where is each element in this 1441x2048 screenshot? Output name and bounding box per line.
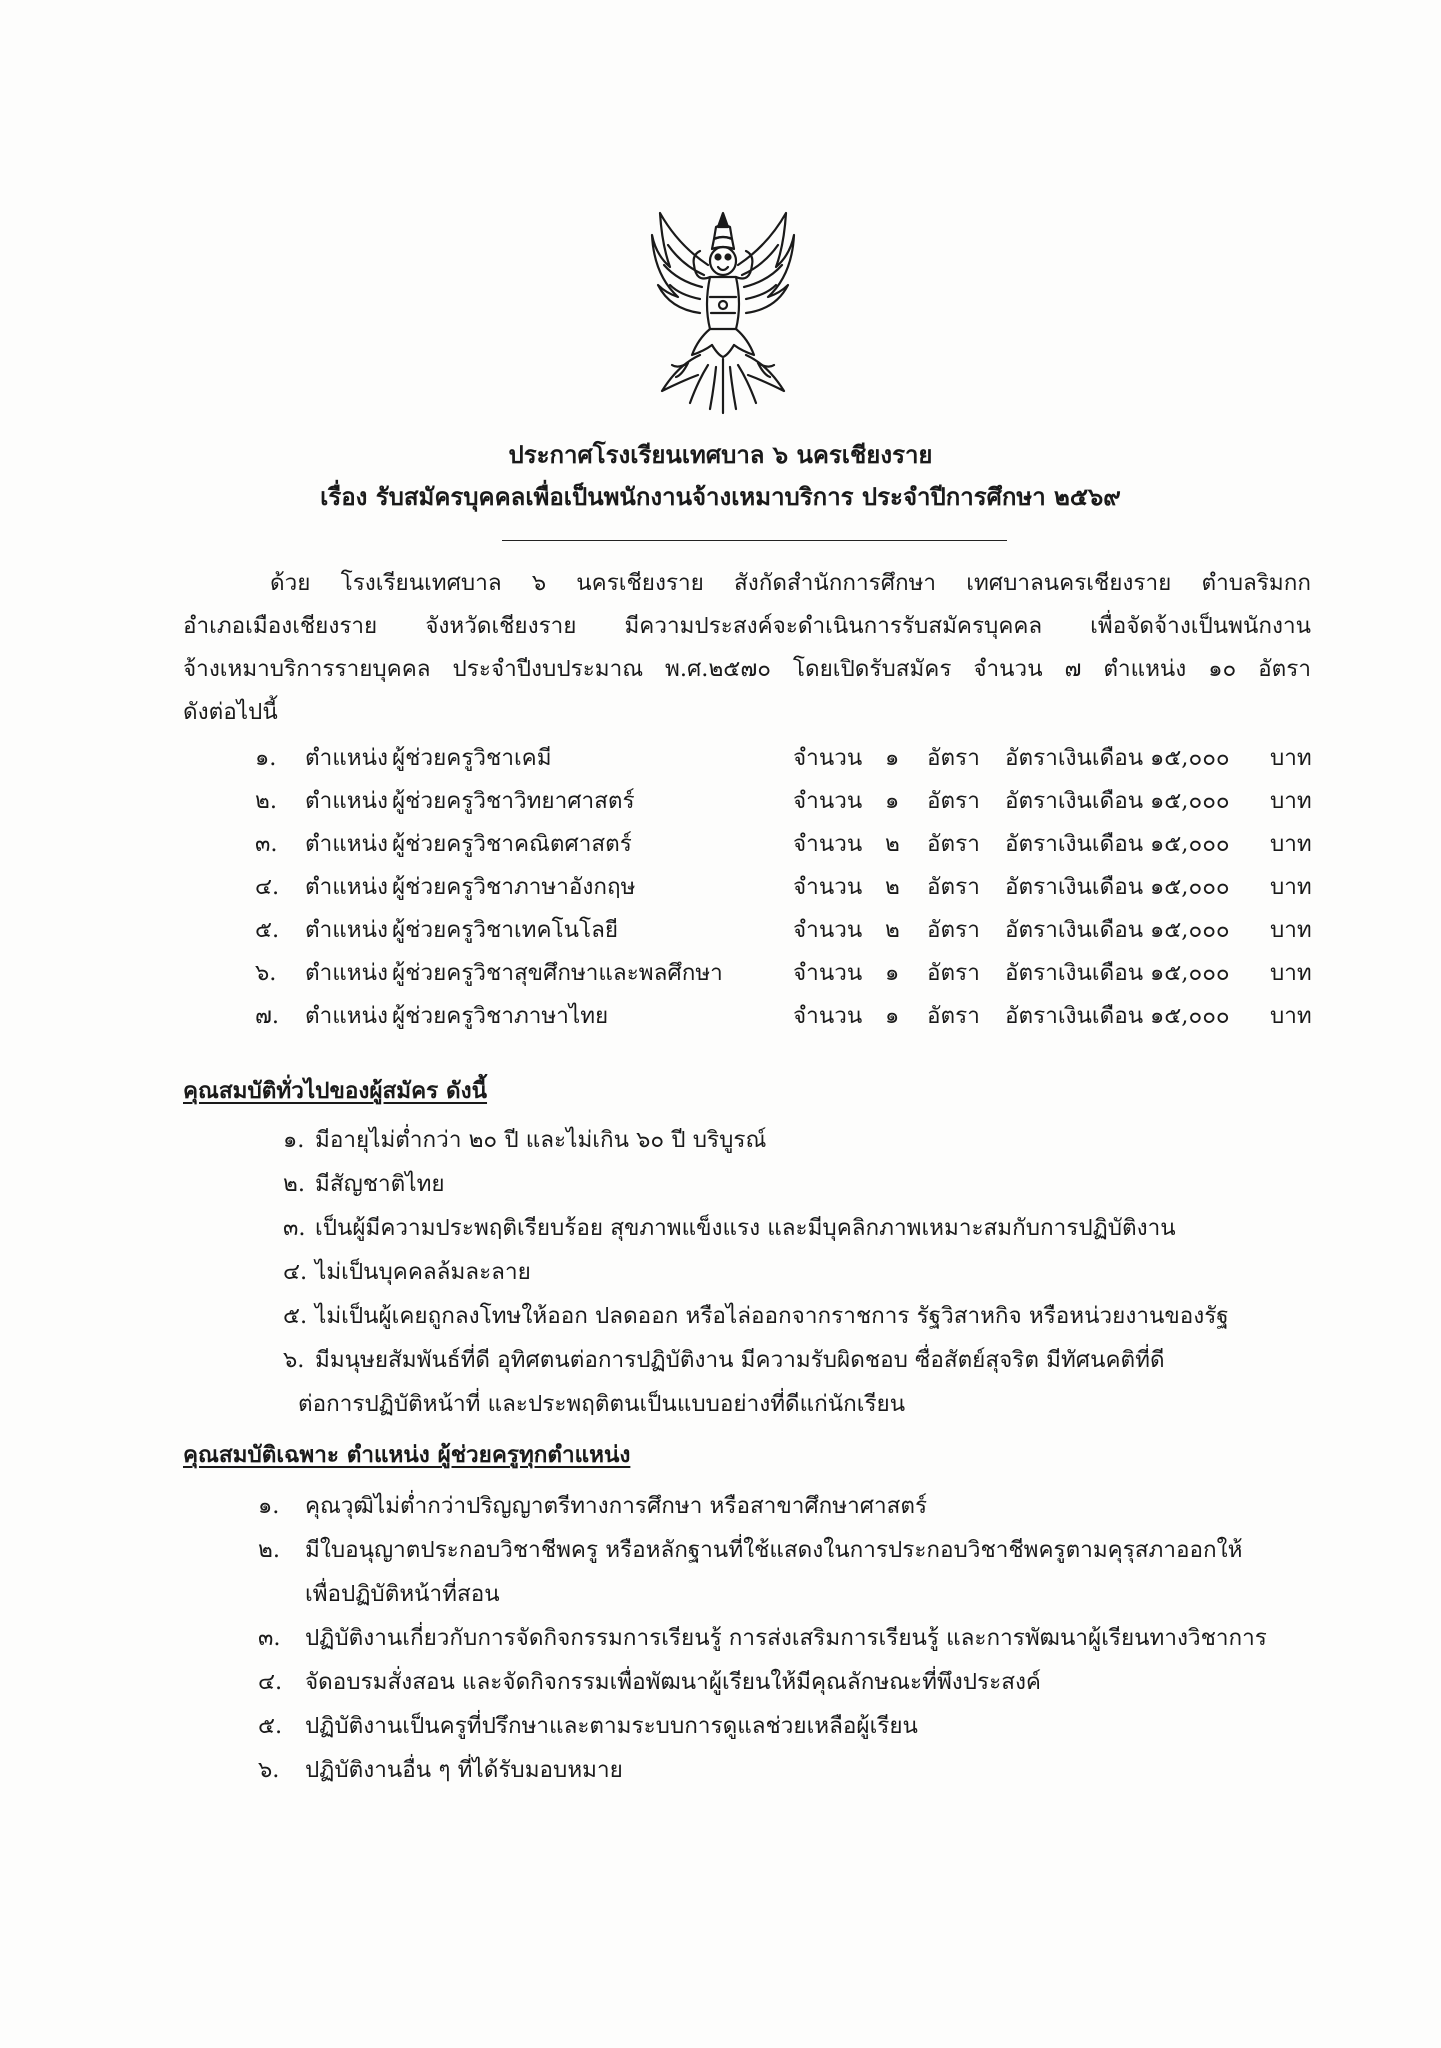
position-name: ผู้ช่วยครูวิชาภาษาอังกฤษ xyxy=(392,874,636,900)
position-count: ๒ xyxy=(885,831,900,857)
item-number: ๔. xyxy=(258,1669,283,1695)
position-row xyxy=(255,823,1315,866)
position-salary: ๑๕,๐๐๐ xyxy=(1150,917,1230,943)
position-salary: ๑๕,๐๐๐ xyxy=(1150,831,1230,857)
position-unit: อัตรา xyxy=(927,831,980,857)
position-word: ตำแหน่ง xyxy=(305,1003,388,1029)
list-item xyxy=(258,1704,918,1748)
position-row xyxy=(255,909,1315,952)
position-name: ผู้ช่วยครูวิชาภาษาไทย xyxy=(392,1003,609,1029)
list-item xyxy=(283,1206,1176,1250)
item-number: ๒. xyxy=(283,1171,305,1197)
position-count-label: จำนวน xyxy=(793,917,863,943)
position-count-label: จำนวน xyxy=(793,874,863,900)
item-text: คุณวุฒิไม่ต่ำกว่าปริญญาตรีทางการศึกษา หรือสาขาศึกษาศาสตร์ xyxy=(305,1493,928,1519)
item-number: ๓. xyxy=(283,1215,306,1241)
position-currency: บาท xyxy=(1270,1003,1312,1029)
position-unit: อัตรา xyxy=(927,917,980,943)
list-item xyxy=(258,1528,1243,1572)
position-word: ตำแหน่ง xyxy=(305,917,388,943)
intro-line: จ้างเหมาบริการรายบุคคล ประจำปีงบประมาณ พ.ศ.๒๕๗๐ โดยเปิดรับสมัคร จำนวน ๗ ตำแหน่ง ๑๐ อัตรา xyxy=(183,656,1311,682)
item-text: มีมนุษยสัมพันธ์ที่ดี อุทิศตนต่อการปฏิบัติงาน มีความรับผิดชอบ ซื่อสัตย์สุจริต มีทัศนคติที่ดี xyxy=(315,1347,1165,1373)
position-unit: อัตรา xyxy=(927,788,980,814)
position-number: ๔. xyxy=(255,874,280,900)
intro-line: อำเภอเมืองเชียงราย จังหวัดเชียงราย มีความประสงค์จะดำเนินการรับสมัครบุคคล เพื่อจัดจ้างเป็นพนักงาน xyxy=(183,613,1311,639)
item-number: ๕. xyxy=(258,1713,283,1739)
intro-line: ด้วย โรงเรียนเทศบาล ๖ นครเชียงราย สังกัดสำนักการศึกษา เทศบาลนครเชียงราย ตำบลริมกก xyxy=(270,570,1311,596)
position-count: ๑ xyxy=(885,1003,900,1029)
position-count: ๑ xyxy=(885,788,900,814)
list-item xyxy=(258,1616,1267,1660)
position-salary: ๑๕,๐๐๐ xyxy=(1150,788,1230,814)
position-currency: บาท xyxy=(1270,960,1312,986)
list-item xyxy=(258,1484,928,1528)
item-text: มีสัญชาติไทย xyxy=(315,1171,445,1197)
list-item xyxy=(283,1338,1165,1382)
intro-line: ดังต่อไปนี้ xyxy=(183,699,278,725)
item-number: ๓. xyxy=(258,1625,281,1651)
position-salary-label: อัตราเงินเดือน xyxy=(1005,960,1144,986)
list-item-continuation: ต่อการปฏิบัติหน้าที่ และประพฤติตนเป็นแบบอย่างที่ดีแก่นักเรียน xyxy=(298,1391,906,1417)
position-count-label: จำนวน xyxy=(793,788,863,814)
specific-qualifications-heading: คุณสมบัติเฉพาะ ตำแหน่ง ผู้ช่วยครูทุกตำแหน่ง xyxy=(183,1442,631,1468)
item-text: ปฏิบัติงานอื่น ๆ ที่ได้รับมอบหมาย xyxy=(305,1757,623,1783)
position-count: ๒ xyxy=(885,874,900,900)
position-salary-label: อัตราเงินเดือน xyxy=(1005,831,1144,857)
item-number: ๑. xyxy=(258,1493,280,1519)
item-number: ๕. xyxy=(283,1303,308,1329)
position-count-label: จำนวน xyxy=(793,960,863,986)
item-number: ๑. xyxy=(283,1127,305,1153)
position-word: ตำแหน่ง xyxy=(305,831,388,857)
position-row xyxy=(255,995,1315,1038)
item-text: ปฏิบัติงานเป็นครูที่ปรึกษาและตามระบบการดูแลช่วยเหลือผู้เรียน xyxy=(305,1713,918,1739)
position-salary-label: อัตราเงินเดือน xyxy=(1005,917,1144,943)
title-divider xyxy=(502,540,1007,541)
list-item xyxy=(283,1250,905,1294)
item-text: ปฏิบัติงานเกี่ยวกับการจัดกิจกรรมการเรียนรู้ การส่งเสริมการเรียนรู้ และการพัฒนาผู้เรียนทางวิชาการ xyxy=(305,1625,1267,1651)
position-unit: อัตรา xyxy=(927,960,980,986)
item-text: จัดอบรมสั่งสอน และจัดกิจกรรมเพื่อพัฒนาผู้เรียนให้มีคุณลักษณะที่พึงประสงค์ xyxy=(305,1669,1041,1695)
position-salary-label: อัตราเงินเดือน xyxy=(1005,745,1144,771)
position-word: ตำแหน่ง xyxy=(305,960,388,986)
position-salary: ๑๕,๐๐๐ xyxy=(1150,745,1230,771)
garuda-emblem-icon xyxy=(648,205,798,417)
position-number: ๓. xyxy=(255,831,278,857)
position-unit: อัตรา xyxy=(927,745,980,771)
position-salary: ๑๕,๐๐๐ xyxy=(1150,874,1230,900)
position-salary-label: อัตราเงินเดือน xyxy=(1005,874,1144,900)
position-count-label: จำนวน xyxy=(793,1003,863,1029)
list-item xyxy=(283,1162,905,1206)
position-name: ผู้ช่วยครูวิชาเทคโนโลยี xyxy=(392,917,619,943)
position-count: ๑ xyxy=(885,960,900,986)
list-item xyxy=(283,1294,1229,1338)
position-salary-label: อัตราเงินเดือน xyxy=(1005,1003,1144,1029)
position-word: ตำแหน่ง xyxy=(305,745,388,771)
item-number: ๔. xyxy=(283,1259,308,1285)
item-text: ไม่เป็นบุคคลล้มละลาย xyxy=(315,1259,531,1285)
position-number: ๑. xyxy=(255,745,277,771)
position-name: ผู้ช่วยครูวิชาวิทยาศาสตร์ xyxy=(392,788,635,814)
announcement-title: ประกาศโรงเรียนเทศบาล ๖ นครเชียงราย xyxy=(508,440,933,469)
position-count: ๒ xyxy=(885,917,900,943)
list-item xyxy=(283,1118,905,1162)
position-currency: บาท xyxy=(1270,788,1312,814)
position-unit: อัตรา xyxy=(927,874,980,900)
intro-paragraph xyxy=(183,562,1311,734)
position-currency: บาท xyxy=(1270,831,1312,857)
position-row xyxy=(255,952,1315,995)
position-currency: บาท xyxy=(1270,917,1312,943)
position-number: ๗. xyxy=(255,1003,280,1029)
position-name: ผู้ช่วยครูวิชาคณิตศาสตร์ xyxy=(392,831,632,857)
general-qualifications-heading: คุณสมบัติทั่วไปของผู้สมัคร ดังนี้ xyxy=(183,1078,488,1104)
list-item xyxy=(258,1748,623,1792)
position-salary-label: อัตราเงินเดือน xyxy=(1005,788,1144,814)
position-currency: บาท xyxy=(1270,874,1312,900)
position-count: ๑ xyxy=(885,745,900,771)
item-text: ไม่เป็นผู้เคยถูกลงโทษให้ออก ปลดออก หรือไล่ออกจากราชการ รัฐวิสาหกิจ หรือหน่วยงานของรัฐ xyxy=(315,1303,1229,1329)
item-text: มีใบอนุญาตประกอบวิชาชีพครู หรือหลักฐานที่ใช้แสดงในการประกอบวิชาชีพครูตามคุรุสภาออกให้ xyxy=(305,1537,1243,1563)
position-number: ๖. xyxy=(255,960,277,986)
item-number: ๖. xyxy=(258,1757,280,1783)
position-row xyxy=(255,737,1315,780)
position-salary: ๑๕,๐๐๐ xyxy=(1150,1003,1230,1029)
item-number: ๖. xyxy=(283,1347,305,1373)
position-currency: บาท xyxy=(1270,745,1312,771)
positions-list xyxy=(255,737,1315,1038)
position-number: ๕. xyxy=(255,917,280,943)
list-item-continuation: เพื่อปฏิบัติหน้าที่สอน xyxy=(305,1581,500,1607)
position-count-label: จำนวน xyxy=(793,831,863,857)
list-item xyxy=(258,1660,1041,1704)
position-word: ตำแหน่ง xyxy=(305,788,388,814)
position-row xyxy=(255,866,1315,909)
position-count-label: จำนวน xyxy=(793,745,863,771)
position-row xyxy=(255,780,1315,823)
specific-qualifications-list xyxy=(258,1484,1267,1792)
general-qualifications-list xyxy=(283,1118,1229,1426)
position-name: ผู้ช่วยครูวิชาเคมี xyxy=(392,745,552,771)
announcement-subject: เรื่อง รับสมัครบุคคลเพื่อเป็นพนักงานจ้างเหมาบริการ ประจำปีการศึกษา ๒๕๖๙ xyxy=(320,482,1121,511)
position-word: ตำแหน่ง xyxy=(305,874,388,900)
item-text: มีอายุไม่ต่ำกว่า ๒๐ ปี และไม่เกิน ๖๐ ปี บริบูรณ์ xyxy=(315,1127,767,1153)
item-text: เป็นผู้มีความประพฤติเรียบร้อย สุขภาพแข็งแรง และมีบุคลิกภาพเหมาะสมกับการปฏิบัติงาน xyxy=(315,1215,1176,1241)
position-unit: อัตรา xyxy=(927,1003,980,1029)
position-salary: ๑๕,๐๐๐ xyxy=(1150,960,1230,986)
position-number: ๒. xyxy=(255,788,277,814)
position-name: ผู้ช่วยครูวิชาสุขศึกษาและพลศึกษา xyxy=(392,960,723,986)
item-number: ๒. xyxy=(258,1537,280,1563)
